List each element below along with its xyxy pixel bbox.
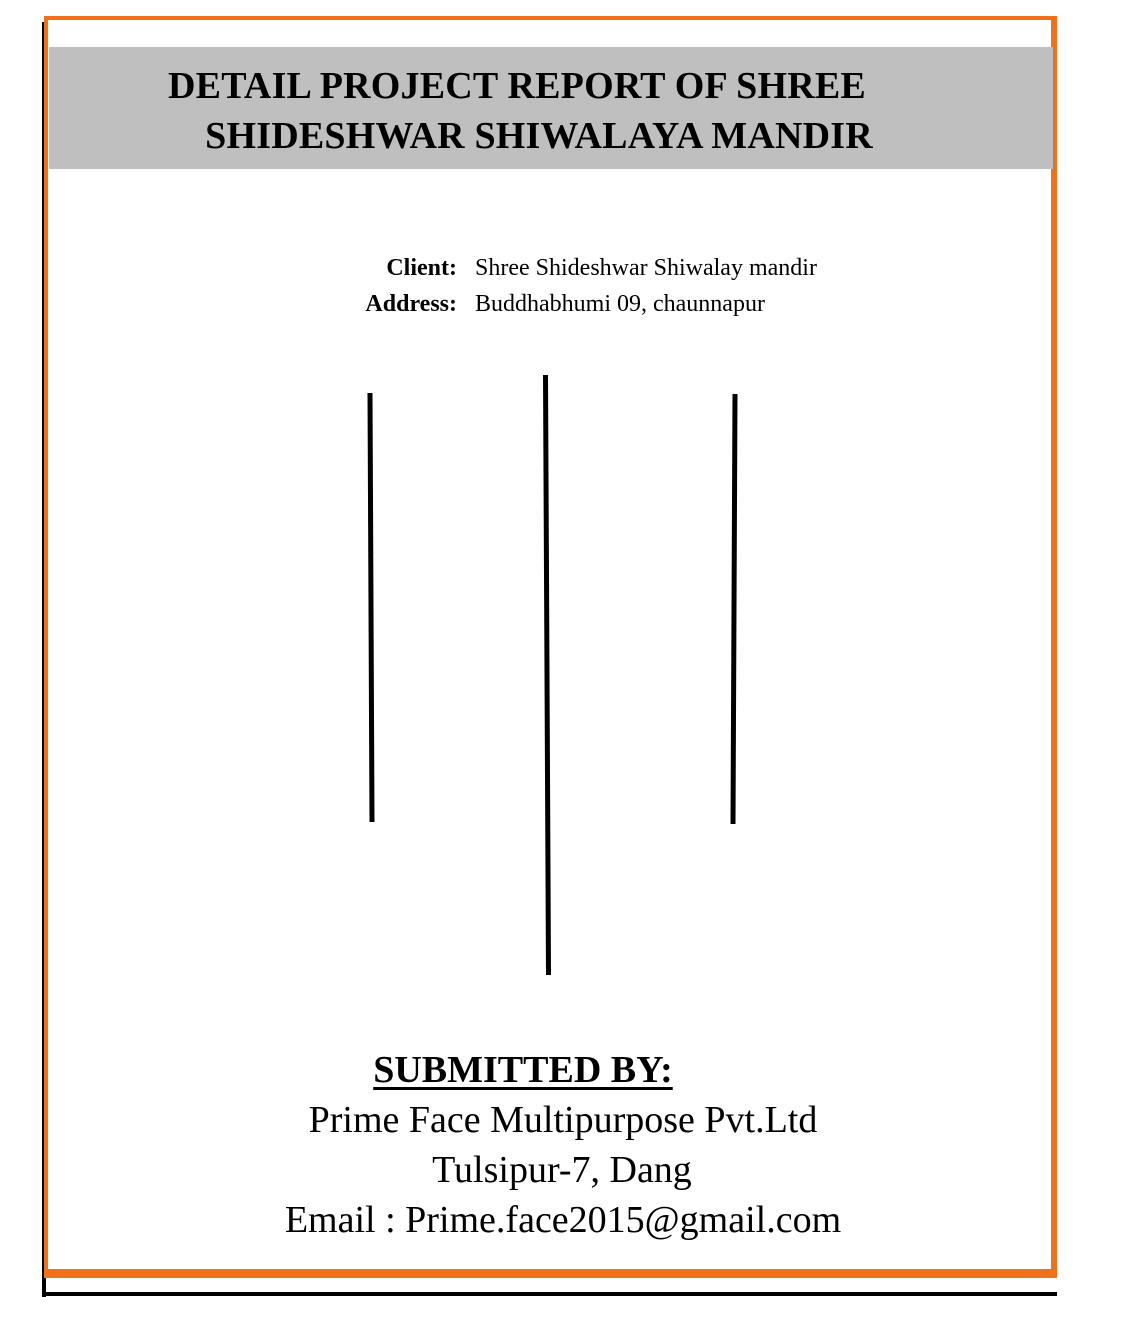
vertical-line-center xyxy=(546,375,549,975)
title-line-2: SHIDESHWAR SHIWALAYA MANDIR xyxy=(205,115,873,157)
client-label: Client: xyxy=(386,255,457,281)
company-address: Tulsipur-7, Dang xyxy=(432,1149,692,1191)
company-email: Email : Prime.face2015@gmail.com xyxy=(284,1199,842,1241)
company-name: Prime Face Multipurpose Pvt.Ltd xyxy=(308,1099,818,1141)
vertical-line-left xyxy=(370,393,372,822)
title-line-1: DETAIL PROJECT REPORT OF SHREE xyxy=(168,65,866,107)
submitted-by-heading: SUBMITTED BY: xyxy=(373,1049,673,1091)
address-value: Buddhabhumi 09, chaunnapur xyxy=(475,291,765,317)
client-value: Shree Shideshwar Shiwalay mandir xyxy=(475,255,817,281)
submitted-by-block xyxy=(0,1045,1126,1245)
address-label: Address: xyxy=(365,291,457,317)
vertical-line-right xyxy=(733,394,735,824)
